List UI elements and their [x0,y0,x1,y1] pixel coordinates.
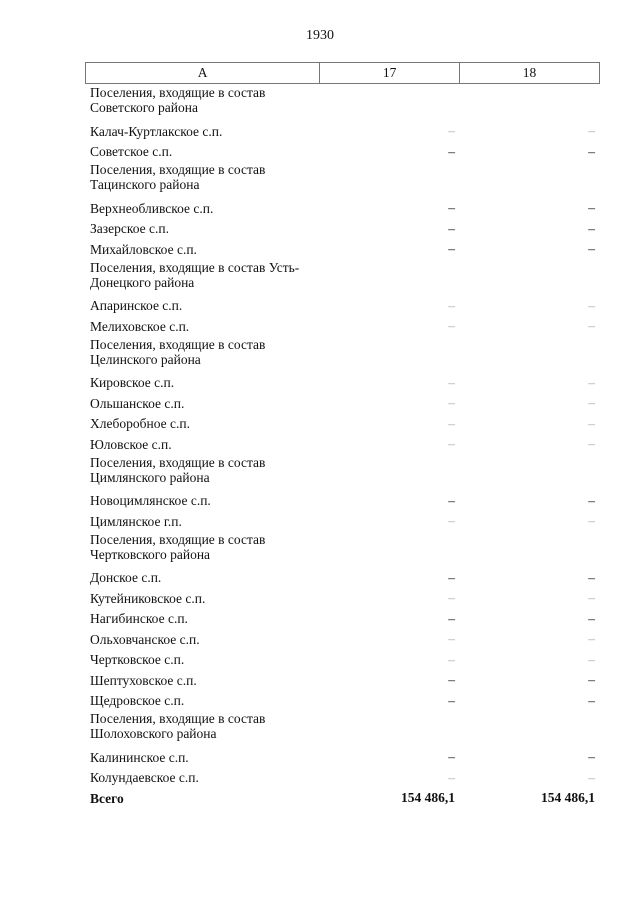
value-v17: – [448,200,455,216]
value-v18: – [588,297,595,313]
value-v18: – [588,672,595,688]
value-v17: – [448,651,455,667]
table-body [85,85,600,809]
table-row [85,768,600,789]
table-row [85,198,600,219]
value-v17: – [448,318,455,334]
row-name: Всего [90,790,124,806]
value-v17: – [448,631,455,647]
row-name: Зазерское с.п. [90,221,169,237]
row-name: Калининское с.п. [90,749,189,765]
row-name: Поселения, входящие в состав Тацинского района [90,162,266,192]
value-v17: – [448,143,455,159]
value-v17: – [448,610,455,626]
row-name: Поселения, входящие в состав Чертковского района [90,531,266,562]
table-row [85,316,600,337]
value-v18: – [588,318,595,334]
row-name: Поселения, входящие в состав Усть-Донецкого района [90,259,300,290]
group-row [85,337,600,373]
row-name: Михайловское с.п. [90,241,197,257]
row-name: Апаринское с.п. [90,298,183,314]
row-name: Новоцимлянское с.п. [90,493,211,509]
value-v18: – [588,631,595,647]
table-row [85,588,600,609]
table-row [85,434,600,455]
value-v18: – [588,123,595,139]
total-row [85,788,600,809]
row-name: Чертковское с.п. [90,652,185,668]
value-v18: – [588,749,595,765]
table-row [85,373,600,394]
value-v17: – [448,769,455,785]
value-v18: – [588,415,595,431]
table-row [85,691,600,712]
group-row [85,260,600,296]
table-row [85,609,600,630]
table-row [85,491,600,512]
value-v18: – [588,436,595,452]
table-row [85,142,600,163]
value-v17: – [448,672,455,688]
row-name: Верхнеобливское с.п. [90,200,214,216]
value-v18: – [588,143,595,159]
row-name: Шептуховское с.п. [90,672,197,688]
row-name: Мелиховское с.п. [90,318,190,334]
value-v18: – [588,769,595,785]
value-v17: – [448,492,455,508]
value-v17: – [448,692,455,708]
value-v17: – [448,415,455,431]
value-v18: – [588,590,595,606]
value-v18: – [588,610,595,626]
value-v18: 154 486,1 [541,790,595,806]
group-row [85,455,600,491]
value-v17: – [448,513,455,529]
row-name: Кировское с.п. [90,375,175,391]
value-v18: – [588,374,595,390]
table-row [85,629,600,650]
row-name: Поселения, входящие в состав Целинского района [90,336,266,367]
table-header [85,62,600,84]
value-v17: – [448,241,455,257]
table-row [85,121,600,142]
group-row [85,85,600,121]
row-name: Нагибинское с.п. [90,611,188,627]
table-row [85,393,600,414]
header-col-17: 17 [320,63,460,83]
value-v17: – [448,395,455,411]
value-v17: – [448,220,455,236]
row-name: Ольховчанское с.п. [90,631,200,647]
row-name: Кутейниковское с.п. [90,590,206,606]
value-v17: 154 486,1 [401,790,455,806]
table-row [85,511,600,532]
header-col-18: 18 [522,65,537,80]
row-name: Цимлянское г.п. [90,513,182,529]
table-row [85,219,600,240]
table-row [85,747,600,768]
value-v18: – [588,569,595,585]
value-v17: – [448,590,455,606]
row-name: Ольшанское с.п. [90,395,185,411]
row-name: Юловское с.п. [90,436,172,452]
page-number: 1930 [306,28,334,43]
value-v18: – [588,220,595,236]
table-row [85,239,600,260]
row-name: Поселения, входящие в состав Советского района [90,85,266,115]
group-row [85,711,600,747]
value-v18: – [588,200,595,216]
row-name: Щедровское с.п. [90,693,185,709]
table-row [85,670,600,691]
row-name: Поселения, входящие в состав Цимлянского района [90,454,266,485]
row-name: Калач-Куртлакское с.п. [90,123,223,139]
value-v18: – [588,395,595,411]
value-v18: – [588,513,595,529]
row-name: Колундаевское с.п. [90,770,199,786]
value-v17: – [448,374,455,390]
value-v17: – [448,749,455,765]
value-v18: – [588,241,595,257]
row-name: Поселения, входящие в состав Шолоховского района [90,711,266,741]
group-row [85,532,600,568]
value-v17: – [448,436,455,452]
table-row [85,296,600,317]
table-row [85,650,600,671]
table-row [85,414,600,435]
header-col-a: А [86,63,320,83]
row-name: Хлеборобное с.п. [90,416,190,432]
value-v18: – [588,651,595,667]
table-row [85,568,600,589]
value-v18: – [588,492,595,508]
group-row [85,162,600,198]
value-v17: – [448,123,455,139]
value-v17: – [448,297,455,313]
row-name: Советское с.п. [90,144,173,160]
value-v17: – [448,569,455,585]
row-name: Донское с.п. [90,570,162,586]
value-v18: – [588,692,595,708]
